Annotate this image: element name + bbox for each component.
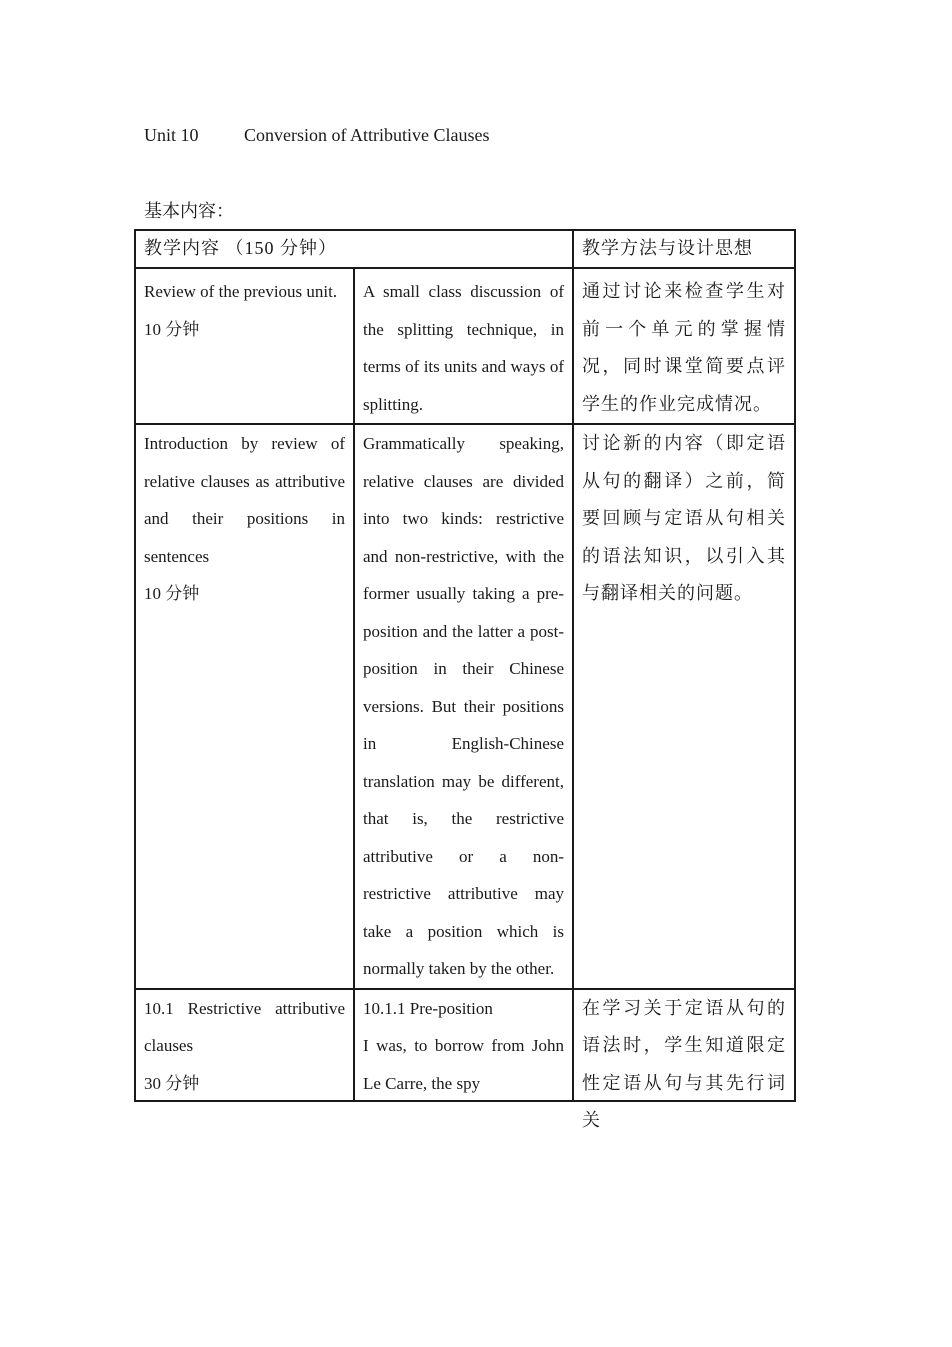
table-row <box>135 424 795 989</box>
topic-text: 10.1 Restrictive attributive clauses <box>144 998 345 1055</box>
time-text: 30 分钟 <box>144 1073 200 1093</box>
content-cell: Grammatically speaking, relative clauses are divided into two kinds: restrictive and non-restrictive, with the former usually taking a pre-position and the latter a post-position in their Chinese versions. But their positions in English-Chinese translation may be different, that is, the restrictive attributive or a non-restrictive attributive may take a position which is normally taken by the other. <box>354 424 573 989</box>
method-cell: 讨论新的内容（即定语从句的翻译）之前，简要回顾与定语从句相关的语法知识，以引入其与翻译相关的问题。 <box>573 424 795 989</box>
content-text: I was, to borrow from John Le Carre, the spy <box>363 1036 564 1093</box>
time-text: 10 分钟 <box>144 319 200 339</box>
document-title <box>144 125 489 146</box>
topic-text: Review of the previous unit. <box>144 282 338 301</box>
content-cell: A small class discussion of the splitting technique, in terms of its units and ways of splitting. <box>354 268 573 424</box>
table-row <box>135 268 795 424</box>
topic-text: Introduction by review of relative clauses as attributive and their positions in sentences <box>144 434 345 566</box>
unit-title: Conversion of Attributive Clauses <box>244 125 490 145</box>
section-heading: 基本内容： <box>144 201 234 221</box>
table-row <box>135 989 795 1101</box>
topic-cell <box>135 989 354 1101</box>
method-cell <box>573 989 795 1130</box>
content-heading: 10.1.1 Pre-position <box>363 998 493 1018</box>
time-text: 10 分钟 <box>144 584 200 603</box>
topic-cell <box>135 268 354 424</box>
header-method-cell: 教学方法与设计思想 <box>573 230 795 268</box>
content-cell <box>354 989 573 1101</box>
topic-cell <box>135 424 354 989</box>
method-text: 在学习关于定语从句的语法时，学生知道限定性定语从句与其先行词关 <box>582 997 786 1130</box>
lesson-plan-table <box>134 229 796 1130</box>
header-content-cell: 教学内容 （150 分钟） <box>135 230 573 268</box>
table-header-row <box>135 230 795 268</box>
method-cell: 通过讨论来检查学生对前一个单元的掌握情况，同时课堂简要点评学生的作业完成情况。 <box>573 268 795 424</box>
unit-number: Unit 10 <box>144 125 199 145</box>
